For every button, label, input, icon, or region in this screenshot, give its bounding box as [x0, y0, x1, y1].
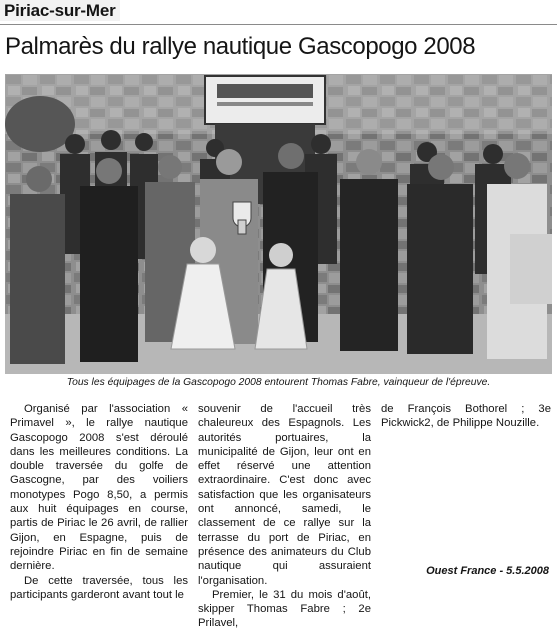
section-title: Piriac-sur-Mer: [0, 0, 120, 21]
paragraph: de François Bothorel ; 3e Pickwick2, de Philippe Nouzille.: [381, 403, 551, 430]
divider: [0, 24, 557, 25]
group-photo: [5, 74, 552, 374]
paragraph: Premier, le 31 du mois d'août, skipper Thomas Fabre ; 2e Prilavel,: [198, 588, 371, 630]
article-column-2: [198, 402, 371, 631]
article-column-1: [10, 402, 188, 602]
photo-caption: Tous les équipages de la Gascopogo 2008 entourent Thomas Fabre, vainqueur de l'épreuve.: [66, 377, 491, 388]
paragraph: De cette traversée, tous les participants garderont avant tout le: [10, 574, 188, 601]
article-column-3: [381, 402, 551, 431]
headline: Palmarès du rallye nautique Gascopogo 2008: [5, 33, 476, 60]
source-credit: Ouest France - 5.5.2008: [426, 565, 549, 577]
paragraph: souvenir de l'accueil très chaleureux des Espagnols. Les autorités portuaires, la municipalité de Gijon, leur ont en effet réservé une attention extraordinaire. C'est donc avec satisfaction que les organisateurs ont annoncé, samedi, le classement de ce rallye sur la terrasse du port de Piriac, en présence des animateurs du Club nautique qui assuraient l'organisation.: [198, 403, 371, 587]
paragraph: Organisé par l'association « Primavel », le rallye nautique Gascopogo 2008 s'est déroulé dans les meilleures conditions. La double traversée du golfe de Gascogne, par des voiliers monotypes Pogo 8,50, a permis aux huit équipages en course, partis de Piriac le 26 avril, de rallier Gijon, en Espagne, puis de rejoindre Piriac en fin de semaine dernière.: [10, 403, 188, 573]
